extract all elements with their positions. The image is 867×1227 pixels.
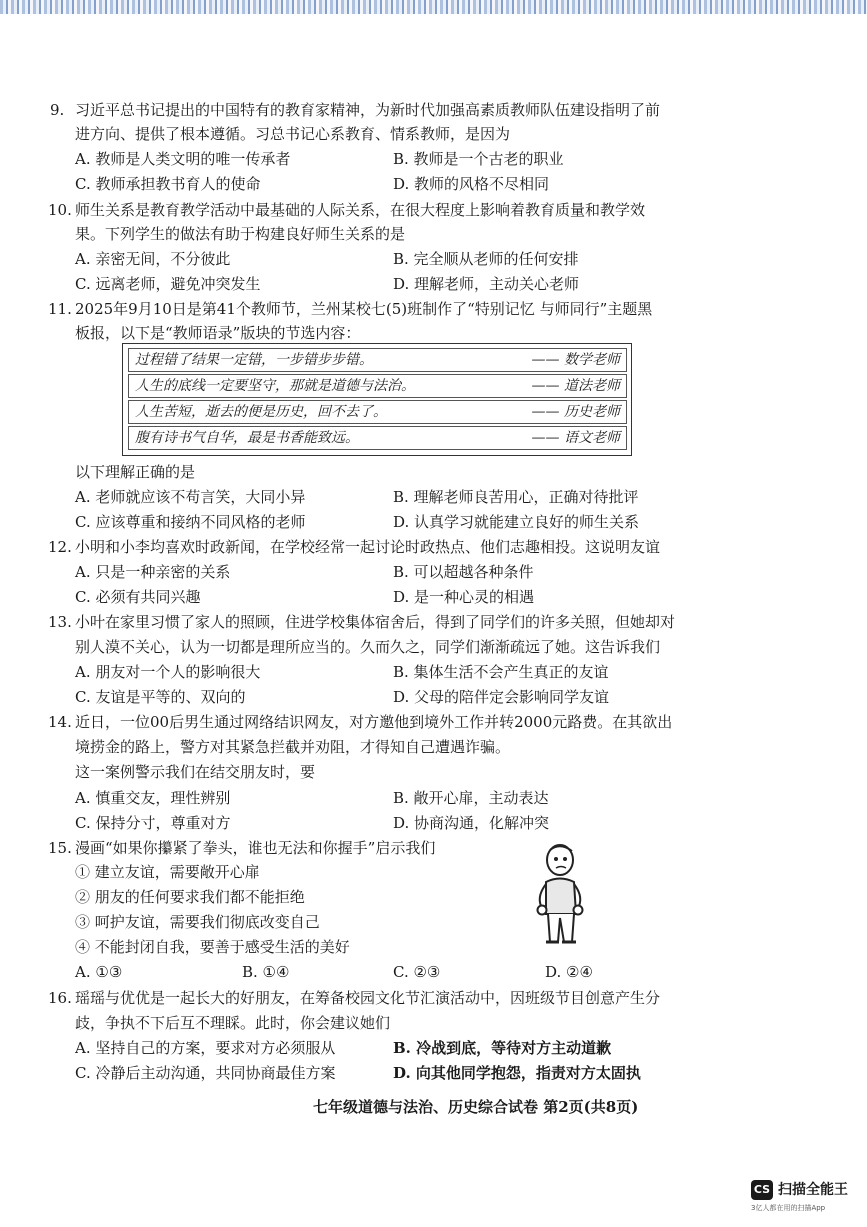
quote-row: [128, 348, 627, 372]
option-a: A. 慎重交友，理性辨别: [75, 789, 231, 807]
question-number: 10.: [48, 201, 72, 219]
option-b: B. 冷战到底，等待对方主动道歉: [393, 1039, 612, 1057]
quote-text: 人生苦短，逝去的便是历史，回不去了。: [135, 404, 387, 420]
question-stem: 板报，以下是“教师语录”版块的节选内容：: [75, 324, 361, 342]
option-a: A. 朋友对一个人的影响很大: [75, 663, 261, 681]
option-c: C. 保持分寸，尊重对方: [75, 814, 231, 832]
question-stem: 瑶瑶与优优是一起长大的好朋友，在筹备校园文化节汇演活动中，因班级节目创意产生分: [75, 989, 661, 1007]
question-stem: 别人漠不关心，认为一切都是理所应当的。久而久之，同学们渐渐疏远了她。这告诉我们: [75, 638, 661, 656]
option-d: D. 父母的陪伴定会影响同学友谊: [393, 688, 610, 706]
statement-item: ④ 不能封闭自我，要善于感受生活的美好: [75, 938, 350, 956]
watermark-tagline: 3亿人都在用的扫描App: [751, 1204, 826, 1212]
option-d: D. 理解老师，主动关心老师: [393, 275, 580, 293]
question-number: 15.: [48, 839, 72, 857]
question-number: 13.: [48, 613, 72, 631]
option-a: A. 教师是人类文明的唯一传承者: [75, 150, 291, 168]
question-stem: 近日，一位00后男生通过网络结识网友，对方邀他到境外工作并转2000元路费。在其欲出: [75, 713, 673, 731]
question-stem: 歧，争执不下后互不理睬。此时，你会建议她们: [75, 1014, 391, 1032]
option-d: D. 认真学习就能建立良好的师生关系: [393, 513, 640, 531]
quote-text: 人生的底线一定要坚守，那就是道德与法治。: [135, 378, 415, 394]
option-a: A. 坚持自己的方案，要求对方必须服从: [75, 1039, 336, 1057]
clenched-fist-cartoon-figure: [530, 842, 600, 952]
option-b: B. 教师是一个古老的职业: [393, 150, 564, 168]
option-d: D. 向其他同学抱怨，指责对方太固执: [393, 1064, 641, 1082]
option-c: C. 必须有共同兴趣: [75, 588, 201, 606]
option-d: D. 是一种心灵的相遇: [393, 588, 535, 606]
teacher-quotes-box: [122, 343, 632, 456]
quote-row: [128, 400, 627, 424]
question-stem: 果。下列学生的做法有助于构建良好师生关系的是: [75, 225, 406, 243]
question-stem: 进方向、提供了根本遵循。习总书记心系教育、情系教师，是因为: [75, 125, 511, 143]
statement-item: ① 建立友谊，需要敞开心扉: [75, 863, 260, 881]
question-prompt: 以下理解正确的是: [75, 463, 196, 481]
question-stem: 2025年9月10日是第41个教师节，兰州某校七(5)班制作了“特别记忆 与师同行”主题黑: [75, 300, 653, 318]
quote-author: —— 语文老师: [531, 430, 620, 446]
question-number: 12.: [48, 538, 72, 556]
option-d: D. 协商沟通，化解冲突: [393, 814, 550, 832]
question-stem: 漫画“如果你攥紧了拳头，谁也无法和你握手”启示我们: [75, 839, 436, 857]
option-a: A. 只是一种亲密的关系: [75, 563, 231, 581]
quote-author: —— 历史老师: [531, 404, 620, 420]
option-a: A. ①③: [75, 963, 123, 981]
quote-row: [128, 426, 627, 450]
question-stem: 境捞金的路上，警方对其紧急拦截并劝阻，才得知自己遭遇诈骗。: [75, 738, 511, 756]
camscanner-logo-icon: CS: [751, 1180, 773, 1200]
question-stem: 小叶在家里习惯了家人的照顾，住进学校集体宿舍后，得到了同学们的许多关照，但她却对: [75, 613, 676, 631]
quote-author: —— 道法老师: [531, 378, 620, 394]
page-footer: 七年级道德与法治、历史综合试卷 第2页(共8页): [313, 1098, 639, 1116]
option-b: B. 可以超越各种条件: [393, 563, 534, 581]
question-stem: 小明和小李均喜欢时政新闻，在学校经常一起讨论时政热点、他们志趣相投。这说明友谊: [75, 538, 661, 556]
option-a: A. 亲密无间，不分彼此: [75, 250, 231, 268]
option-b: B. 理解老师良苦用心，正确对待批评: [393, 488, 639, 506]
question-number: 14.: [48, 713, 72, 731]
question-stem: 这一案例警示我们在结交朋友时，要: [75, 763, 316, 781]
option-c: C. 友谊是平等的、双向的: [75, 688, 246, 706]
option-c: C. 应该尊重和接纳不同风格的老师: [75, 513, 306, 531]
scan-top-edge: [0, 0, 867, 14]
watermark-name: 扫描全能王: [778, 1182, 848, 1198]
option-c: C. ②③: [393, 963, 441, 981]
question-number: 9.: [50, 101, 65, 119]
option-d: D. 教师的风格不尽相同: [393, 175, 550, 193]
statement-item: ③ 呵护友谊，需要我们彻底改变自己: [75, 913, 320, 931]
option-b: B. 集体生活不会产生真正的友谊: [393, 663, 609, 681]
question-stem: 师生关系是教育教学活动中最基础的人际关系，在很大程度上影响着教育质量和教学效: [75, 201, 646, 219]
option-c: C. 教师承担教书育人的使命: [75, 175, 261, 193]
quote-row: [128, 374, 627, 398]
option-a: A. 老师就应该不苟言笑，大同小异: [75, 488, 306, 506]
option-d: D. ②④: [545, 963, 593, 981]
option-c: C. 冷静后主动沟通，共同协商最佳方案: [75, 1064, 336, 1082]
option-b: B. ①④: [242, 963, 290, 981]
question-number: 11.: [48, 300, 72, 318]
option-b: B. 完全顺从老师的任何安排: [393, 250, 579, 268]
question-stem: 习近平总书记提出的中国特有的教育家精神，为新时代加强高素质教师队伍建设指明了前: [75, 101, 661, 119]
camscanner-watermark: [751, 1178, 851, 1218]
quote-text: 腹有诗书气自华，最是书香能致远。: [135, 430, 359, 446]
quote-text: 过程错了结果一定错，一步错步步错。: [135, 352, 373, 368]
question-number: 16.: [48, 989, 72, 1007]
statement-item: ② 朋友的任何要求我们都不能拒绝: [75, 888, 305, 906]
option-c: C. 远离老师，避免冲突发生: [75, 275, 261, 293]
quote-author: —— 数学老师: [531, 352, 620, 368]
option-b: B. 敞开心扉，主动表达: [393, 789, 549, 807]
